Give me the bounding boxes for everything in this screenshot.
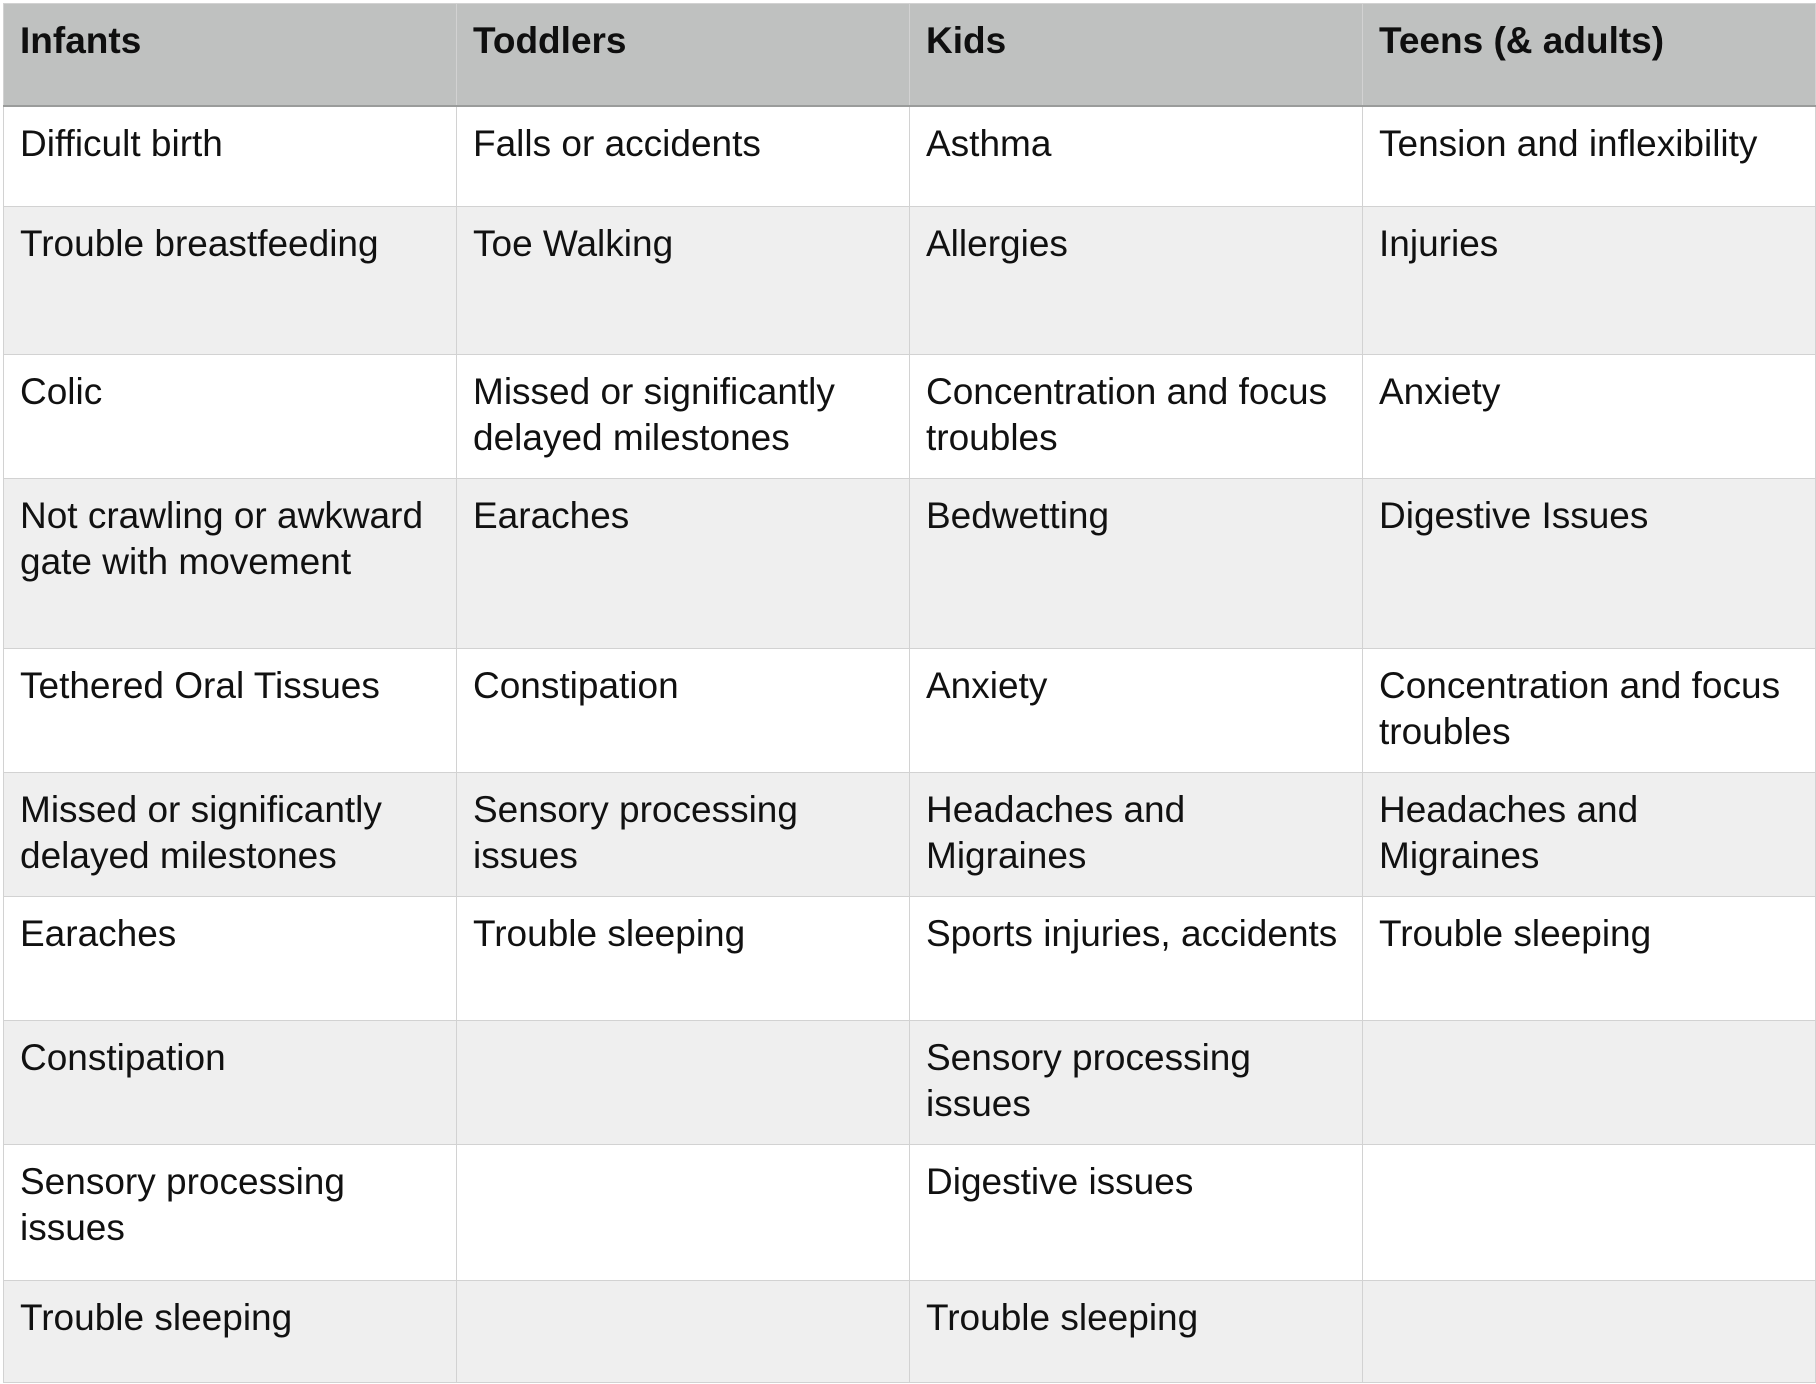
table-cell bbox=[457, 1281, 910, 1383]
table-body bbox=[4, 106, 1816, 1383]
table-cell: Digestive Issues bbox=[1363, 479, 1816, 649]
table-cell bbox=[1363, 1145, 1816, 1281]
table-cell: Anxiety bbox=[1363, 355, 1816, 479]
table-cell: Concentration and focus troubles bbox=[910, 355, 1363, 479]
table-cell: Earaches bbox=[4, 897, 457, 1021]
table-cell: Difficult birth bbox=[4, 106, 457, 207]
table-cell: Missed or significantly delayed milestones bbox=[457, 355, 910, 479]
table-row bbox=[4, 207, 1816, 355]
table-row bbox=[4, 1021, 1816, 1145]
table-cell bbox=[457, 1021, 910, 1145]
table-cell: Concentration and focus troubles bbox=[1363, 649, 1816, 773]
table-row bbox=[4, 106, 1816, 207]
table-row bbox=[4, 1281, 1816, 1383]
table-cell: Colic bbox=[4, 355, 457, 479]
table-row bbox=[4, 1145, 1816, 1281]
table-cell: Trouble sleeping bbox=[1363, 897, 1816, 1021]
table-row bbox=[4, 355, 1816, 479]
table-cell: Missed or significantly delayed milestones bbox=[4, 773, 457, 897]
table-cell: Headaches and Migraines bbox=[1363, 773, 1816, 897]
table-cell bbox=[1363, 1021, 1816, 1145]
conditions-table-container bbox=[3, 3, 1815, 1383]
table-cell: Bedwetting bbox=[910, 479, 1363, 649]
table-cell: Headaches and Migraines bbox=[910, 773, 1363, 897]
table-cell: Asthma bbox=[910, 106, 1363, 207]
table-row bbox=[4, 773, 1816, 897]
table-cell: Allergies bbox=[910, 207, 1363, 355]
table-cell: Earaches bbox=[457, 479, 910, 649]
table-cell: Sensory processing issues bbox=[910, 1021, 1363, 1145]
table-row bbox=[4, 649, 1816, 773]
table-row bbox=[4, 897, 1816, 1021]
table-cell: Toe Walking bbox=[457, 207, 910, 355]
table-cell: Sensory processing issues bbox=[4, 1145, 457, 1281]
table-cell: Falls or accidents bbox=[457, 106, 910, 207]
table-cell: Sensory processing issues bbox=[457, 773, 910, 897]
header-kids: Kids bbox=[910, 4, 1363, 106]
table-cell: Tethered Oral Tissues bbox=[4, 649, 457, 773]
table-cell: Constipation bbox=[457, 649, 910, 773]
table-cell: Trouble sleeping bbox=[910, 1281, 1363, 1383]
table-cell: Trouble sleeping bbox=[4, 1281, 457, 1383]
table-row bbox=[4, 479, 1816, 649]
header-infants: Infants bbox=[4, 4, 457, 106]
table-cell: Anxiety bbox=[910, 649, 1363, 773]
table-cell: Digestive issues bbox=[910, 1145, 1363, 1281]
header-toddlers: Toddlers bbox=[457, 4, 910, 106]
header-row bbox=[4, 4, 1816, 106]
table-cell bbox=[457, 1145, 910, 1281]
table-cell: Injuries bbox=[1363, 207, 1816, 355]
table-cell: Not crawling or awkward gate with movement bbox=[4, 479, 457, 649]
table-cell: Sports injuries, accidents bbox=[910, 897, 1363, 1021]
table-cell bbox=[1363, 1281, 1816, 1383]
table-header bbox=[4, 4, 1816, 106]
conditions-table bbox=[3, 3, 1816, 1383]
table-cell: Constipation bbox=[4, 1021, 457, 1145]
header-teens-adults: Teens (& adults) bbox=[1363, 4, 1816, 106]
table-cell: Tension and inflexibility bbox=[1363, 106, 1816, 207]
table-cell: Trouble sleeping bbox=[457, 897, 910, 1021]
table-cell: Trouble breastfeeding bbox=[4, 207, 457, 355]
